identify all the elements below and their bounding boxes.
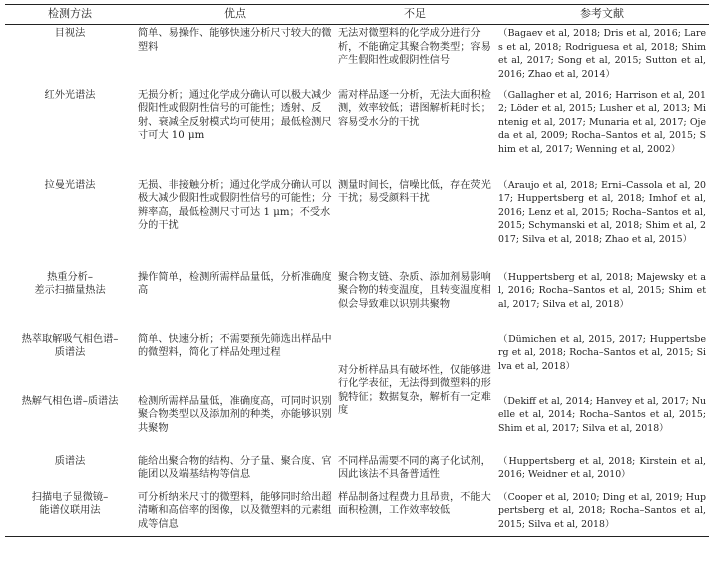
method-cell: 热萃取解吸气相色谱– 质谱法 bbox=[21, 333, 119, 358]
disadvantages-cell: 需对样品逐一分析，无法大面积检测，效率较低；谱图解析耗时长；容易受水分的干扰 bbox=[338, 89, 491, 128]
method-cell: 热重分析– 差示扫描量热法 bbox=[34, 271, 106, 296]
disadvantages-cell: 测量时间长，信噪比低，存在荧光干扰；易受颜料干扰 bbox=[338, 179, 491, 204]
method-cell: 质谱法 bbox=[54, 455, 86, 467]
table-row bbox=[5, 331, 709, 393]
advantages-cell: 能给出聚合物的结构、分子量、聚合度、官能团以及端基结构等信息 bbox=[138, 455, 332, 480]
method-cell: 拉曼光谱法 bbox=[44, 179, 96, 191]
references-cell: （Dümichen et al, 2015, 2017; Huppertsberg et al, 2018; Rocha–Santos et al, 2015; Silva et al, 2018） bbox=[498, 333, 706, 372]
method-cell: 热解气相色谱–质谱法 bbox=[21, 395, 119, 407]
advantages-cell: 可分析纳米尺寸的微塑料，能够同时给出超清晰和高倍率的图像，以及微塑料的元素组成等信息 bbox=[138, 491, 332, 530]
disadvantages-cell: 样品制备过程费力且昂贵，不能大面积检测，工作效率较低 bbox=[338, 491, 491, 516]
references-cell: （Huppertsberg et al, 2018; Kirstein et al, 2016; Weidner et al, 2010） bbox=[498, 455, 706, 480]
references-cell: （Dekiff et al, 2014; Hanvey et al, 2017; Nuelle et al, 2014; Rocha–Santos et al, 2015; Shim et al, 2017; Silva et al, 2018） bbox=[498, 395, 706, 434]
method-cell: 目视法 bbox=[54, 28, 86, 39]
references-cell: （Cooper et al, 2010; Ding et al, 2019; Huppertsberg et al, 2018; Rocha–Santos et al, 2015; Silva et al, 2018） bbox=[498, 491, 706, 530]
header-disadvantages: 不足 bbox=[404, 7, 426, 21]
comparison-table-container bbox=[0, 4, 714, 579]
advantages-cell: 无损、非接触分析；通过化学成分确认可以极大减少假阳性或假阴性信号的可能性；分辨率高，最低检测尺寸可达 1 μm；不受水分的干扰 bbox=[138, 179, 332, 231]
advantages-cell: 无损分析；通过化学成分确认可以极大减少假阳性或假阴性信号的可能性；透射、反射、衰减全反射模式均可使用；最低检测尺寸可大 10 μm bbox=[138, 89, 332, 141]
references-cell: （Bagaev et al, 2018; Dris et al, 2016; Lares et al, 2018; Rodriguesa et al, 2018; Shim et al, 2017; Song et al, 2015; Sutton et al, 2016; Zhao et al, 2014） bbox=[498, 28, 706, 80]
header-method: 检测方法 bbox=[48, 7, 92, 21]
table-row bbox=[5, 269, 709, 331]
detection-methods-table bbox=[5, 4, 709, 537]
table-row bbox=[5, 453, 709, 489]
advantages-cell: 简单、易操作、能够快速分析尺寸较大的微塑料 bbox=[138, 28, 332, 53]
table-row bbox=[5, 177, 709, 269]
method-cell: 红外光谱法 bbox=[44, 89, 96, 101]
table-row bbox=[5, 87, 709, 177]
table-row bbox=[5, 489, 709, 537]
merged-disadvantages-cell: 对分析样品具有破坏性，仅能够进行化学表征，无法得到微塑料的形貌特征；数据复杂，解析有一定难度 bbox=[338, 364, 491, 416]
references-cell: （Gallagher et al, 2016; Harrison et al, 2012; Löder et al, 2015; Lusher et al, 2013; Mintenig et al, 2017; Munaria et al, 2017; Ojeda et al, 2009; Rocha–Santos et al, 2015; Shim et al, 2017; Wenning et al, 2002） bbox=[498, 89, 706, 155]
table-row bbox=[5, 25, 709, 87]
advantages-cell: 简单、快速分析；不需要预先筛选出样品中的微塑料，简化了样品处理过程 bbox=[138, 333, 332, 358]
method-cell: 扫描电子显微镜– 能谱仪联用法 bbox=[31, 491, 109, 516]
header-advantages: 优点 bbox=[224, 7, 246, 21]
header-references: 参考文献 bbox=[580, 7, 624, 21]
advantages-cell: 操作简单，检测所需样品量低，分析准确度高 bbox=[138, 271, 332, 296]
table-header-row bbox=[5, 5, 709, 25]
disadvantages-cell: 聚合物支链、杂质、添加剂易影响聚合物的转变温度，且转变温度相似会导致难以识别共聚物 bbox=[338, 271, 491, 310]
references-cell: （Huppertsberg et al, 2018; Majewsky et al, 2016; Rocha–Santos et al, 2015; Shim et al, 2017; Silva et al, 2018） bbox=[498, 271, 706, 310]
disadvantages-cell: 无法对微塑料的化学成分进行分析，不能确定其聚合物类型；容易产生假阳性或假阴性信号 bbox=[338, 28, 491, 66]
disadvantages-cell: 不同样品需要不同的离子化试剂，因此该法不具备普适性 bbox=[338, 455, 491, 480]
references-cell: （Araujo et al, 2018; Erni–Cassola et al, 2017; Huppertsberg et al, 2018; Imhof et al, 2016; Lenz et al, 2015; Rocha–Santos et al, 2015; Schymanski et al, 2018; Shim et al, 2017; Silva et al, 2018; Zhao et al, 2015） bbox=[498, 179, 706, 245]
advantages-cell: 检测所需样品量低，准确度高，可同时识别聚合物类型以及添加剂的种类，亦能够识别共聚物 bbox=[138, 395, 332, 434]
